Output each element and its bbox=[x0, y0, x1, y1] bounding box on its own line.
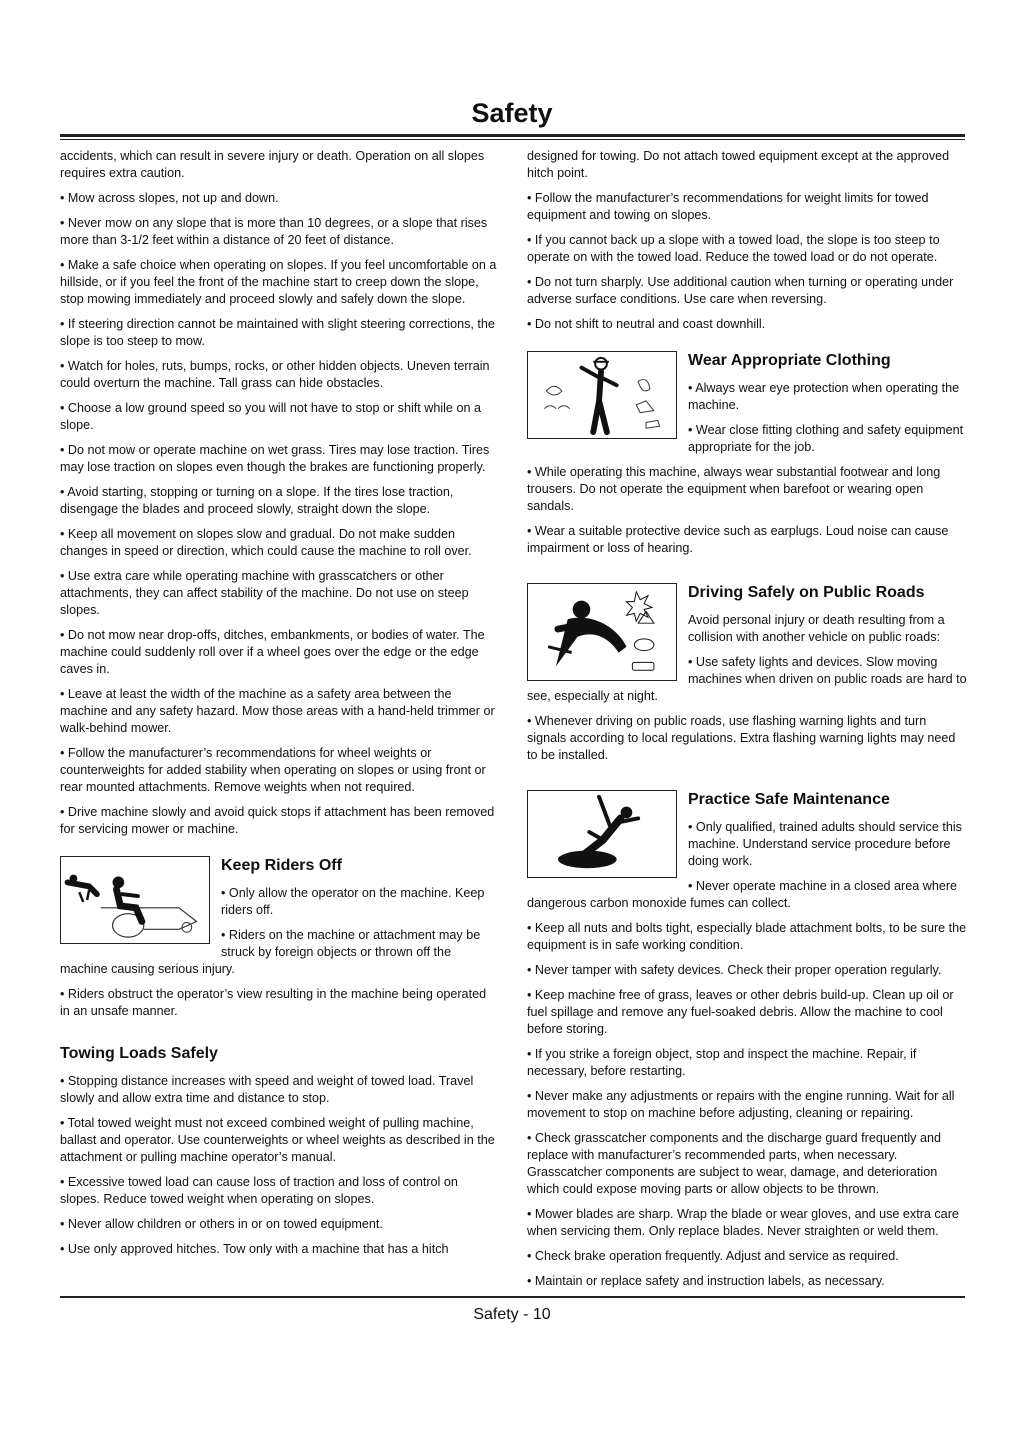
paragraph: • Check brake operation frequently. Adjust and service as required. bbox=[527, 1249, 899, 1263]
paragraph: • Do not mow or operate machine on wet grass. Tires may lose traction. Tires may lose traction on slopes even though the brakes are functioning properly. bbox=[60, 443, 490, 474]
slip-fall-icon bbox=[528, 791, 676, 877]
paragraph: Avoid personal injury or death resulting from a collision with another vehicle on public roads: bbox=[688, 613, 945, 644]
paragraph: designed for towing. Do not attach towed equipment except at the approved hitch point. bbox=[527, 149, 950, 180]
paragraph: • Wear close fitting clothing and safety equipment appropriate for the job. bbox=[688, 423, 964, 454]
paragraph: accidents, which can result in severe injury or death. Operation on all slopes requires extra caution. bbox=[60, 149, 485, 180]
paragraph: • Check grasscatcher components and the discharge guard frequently and replace with manufacturer’s recommended parts, when necessary. Grasscatcher components are subject to wear, damage, and deterioration which could expose moving parts or allow objects to be thrown. bbox=[527, 1131, 941, 1196]
section-towing-loads bbox=[60, 1044, 498, 1258]
paragraph: • Leave at least the width of the machine as a safety area between the machine and any safety hazard. Mow those areas with a hand-held trimmer or walk-behind mower. bbox=[60, 687, 495, 735]
section-heading: Practice Safe Maintenance bbox=[688, 791, 890, 808]
paragraph: • Never tamper with safety devices. Check their proper operation regularly. bbox=[527, 963, 942, 977]
paragraph: • Keep all nuts and bolts tight, especially blade attachment bolts, to be sure the equipment is in safe working condition. bbox=[527, 921, 967, 952]
paragraph: • Total towed weight must not exceed combined weight of pulling machine, ballast and operator. Use counterweights or wheel weights as described in the attachment or pulling machine operator’s manual. bbox=[60, 1116, 495, 1164]
paragraph: • If you cannot back up a slope with a towed load, the slope is too steep to operate on with the towed load. Reduce the towed load or do not operate. bbox=[527, 233, 940, 264]
paragraph: • Only qualified, trained adults should service this machine. Understand service procedure before doing work. bbox=[688, 820, 962, 868]
section-clothing bbox=[527, 351, 967, 565]
paragraph: • Use safety lights and devices. Slow moving machines when driven on public roads are hard to see, especially at night. bbox=[527, 655, 967, 703]
footer-rule bbox=[60, 1296, 965, 1298]
paragraph: • Riders on the machine or attachment may be struck by foreign objects or thrown off the machine causing serious injury. bbox=[60, 928, 481, 976]
section-heading: Driving Safely on Public Roads bbox=[688, 584, 925, 601]
paragraph: • Never operate machine in a closed area where dangerous carbon monoxide fumes can collect. bbox=[527, 879, 958, 910]
paragraph: • Never mow on any slope that is more than 10 degrees, or a slope that rises more than 3-1/2 feet within a distance of 20 feet of distance. bbox=[60, 216, 488, 247]
protective-clothing-illustration bbox=[527, 351, 677, 439]
paragraph: • Only allow the operator on the machine. Keep riders off. bbox=[221, 886, 485, 917]
paragraph: • Do not mow near drop-offs, ditches, embankments, or bodies of water. The machine could suddenly roll over if a wheel goes over the edge or the edge caves in. bbox=[60, 628, 485, 676]
paragraph: • Do not turn sharply. Use additional caution when turning or operating under adverse surface conditions. Use care when reversing. bbox=[527, 275, 954, 306]
road-collision-illustration bbox=[527, 583, 677, 681]
paragraph: • Maintain or replace safety and instruction labels, as necessary. bbox=[527, 1274, 885, 1288]
paragraph: • Wear a suitable protective device such as earplugs. Loud noise can cause impairment or loss of hearing. bbox=[527, 524, 949, 555]
paragraph: • Never make any adjustments or repairs with the engine running. Wait for all movement to stop on machine before adjusting, cleaning or repairing. bbox=[527, 1089, 955, 1120]
paragraph: • Use extra care while operating machine with grasscatchers or other attachments, they can affect stability of the machine. Do not use on steep slopes. bbox=[60, 569, 469, 617]
paragraph: • Drive machine slowly and avoid quick stops if attachment has been removed for servicing mower or machine. bbox=[60, 805, 495, 836]
page-title: Safety bbox=[471, 98, 553, 128]
paragraph: • While operating this machine, always wear substantial footwear and long trousers. Do not operate the equipment when barefoot or wearing open sandals. bbox=[527, 465, 941, 513]
paragraph: • Follow the manufacturer’s recommendations for weight limits for towed equipment and towing on slopes. bbox=[527, 191, 929, 222]
paragraph: • Avoid starting, stopping or turning on a slope. If the tires lose traction, disengage the blades and proceed slowly, straight down the slope. bbox=[60, 485, 454, 516]
paragraph: • Make a safe choice when operating on slopes. If you feel uncomfortable on a hillside, or if you feel the front of the machine start to creep down the slope, stop mowing immediately and proceed slowly and safely down the slope. bbox=[60, 258, 497, 306]
section-heading: Towing Loads Safely bbox=[60, 1045, 218, 1062]
left-column bbox=[60, 148, 498, 1266]
paragraph: • Choose a low ground speed so you will not have to stop or shift while on a slope. bbox=[60, 401, 481, 432]
paragraph: • Mower blades are sharp. Wrap the blade or wear gloves, and use extra care when servicing them. Only replace blades. Never straighten or weld them. bbox=[527, 1207, 959, 1238]
right-column bbox=[527, 148, 967, 1298]
no-riders-illustration bbox=[60, 856, 210, 944]
paragraph: • Watch for holes, ruts, bumps, rocks, or other hidden objects. Uneven terrain could overturn the machine. Tall grass can hide obstacles. bbox=[60, 359, 490, 390]
section-keep-riders-off bbox=[60, 856, 498, 1028]
paragraph: • Always wear eye protection when operating the machine. bbox=[688, 381, 960, 412]
paragraph: • If you strike a foreign object, stop and inspect the machine. Repair, if necessary, before restarting. bbox=[527, 1047, 917, 1078]
protective-gear-icon bbox=[528, 352, 676, 438]
page-number: Safety - 10 bbox=[473, 1306, 551, 1323]
paragraph: • Mow across slopes, not up and down. bbox=[60, 191, 279, 205]
paragraph: • If steering direction cannot be maintained with slight steering corrections, the slope is too steep to mow. bbox=[60, 317, 495, 348]
paragraph: • Keep machine free of grass, leaves or other debris build-up. Clean up oil or fuel spillage and remove any fuel-soaked debris. Allow the machine to cool before storing. bbox=[527, 988, 954, 1036]
section-heading: Keep Riders Off bbox=[221, 857, 342, 874]
collision-icon bbox=[528, 584, 676, 680]
section-public-roads bbox=[527, 583, 967, 772]
section-safe-maintenance bbox=[527, 790, 967, 1298]
slip-hazard-illustration bbox=[527, 790, 677, 878]
paragraph: • Excessive towed load can cause loss of traction and loss of control on slopes. Reduce towed weight when operating on slopes. bbox=[60, 1175, 458, 1206]
section-heading: Wear Appropriate Clothing bbox=[688, 352, 891, 369]
paragraph: • Stopping distance increases with speed and weight of towed load. Travel slowly and allow extra time and distance to stop. bbox=[60, 1074, 474, 1105]
paragraph: • Riders obstruct the operator’s view resulting in the machine being operated in an unsafe manner. bbox=[60, 987, 487, 1018]
header-rule bbox=[60, 134, 965, 140]
no-riders-icon bbox=[61, 857, 209, 943]
paragraph: • Never allow children or others in or on towed equipment. bbox=[60, 1217, 383, 1231]
paragraph: • Do not shift to neutral and coast downhill. bbox=[527, 317, 766, 331]
paragraph: • Whenever driving on public roads, use flashing warning lights and turn signals according to local regulations. Extra flashing warning lights may need to be installed. bbox=[527, 714, 956, 762]
paragraph: • Follow the manufacturer’s recommendations for wheel weights or counterweights for added stability when operating on slopes or using front or rear mounted attachments. Remove weights when not required. bbox=[60, 746, 486, 794]
paragraph: • Keep all movement on slopes slow and gradual. Do not make sudden changes in speed or direction, which could cause the machine to roll over. bbox=[60, 527, 472, 558]
paragraph: • Use only approved hitches. Tow only with a machine that has a hitch bbox=[60, 1242, 449, 1256]
